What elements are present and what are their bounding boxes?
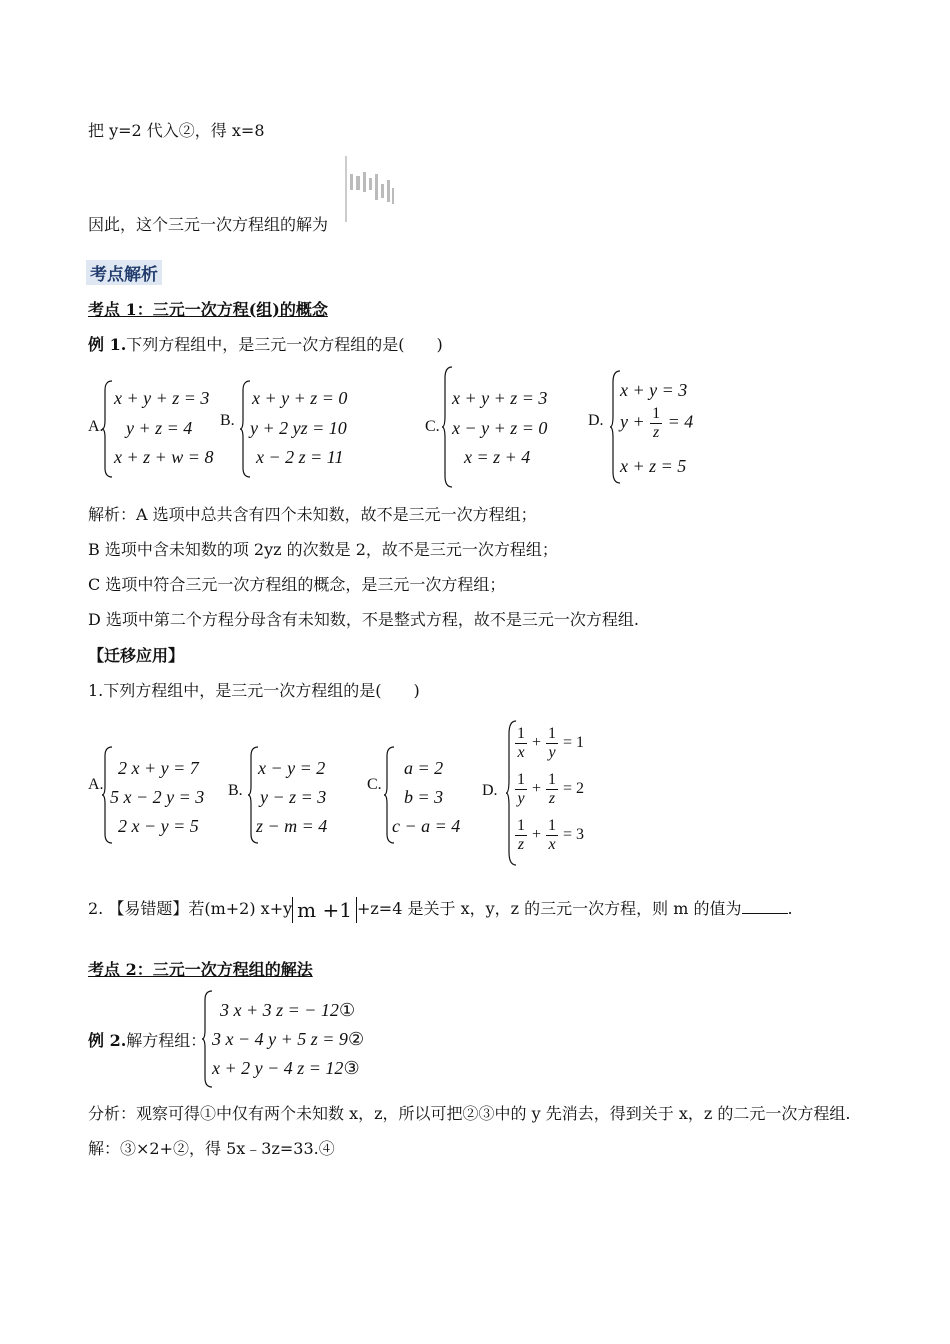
- equation: [220, 1000, 355, 1021]
- kp2-title: 考点 2：三元一次方程组的解法: [88, 960, 313, 979]
- answer-blank[interactable]: [742, 899, 788, 914]
- fraction: [546, 818, 558, 853]
- fraction: [546, 772, 558, 807]
- example2-label: 例 2.: [88, 1031, 127, 1050]
- equation: x − 2 z = 11: [256, 447, 344, 467]
- fraction-denominator: y: [548, 744, 556, 761]
- fraction: [650, 406, 662, 441]
- t1-option-a-label: A.: [88, 776, 104, 793]
- t1-option-b-label: B.: [228, 782, 243, 799]
- equation-rhs: = 2: [563, 780, 585, 798]
- transfer-question-1: 1.下列方程组中，是三元一次方程组的是( ): [88, 681, 420, 700]
- fraction-numerator: 1: [517, 817, 525, 834]
- q2-prefix: 2. 【易错题】若(m+2) x+y: [88, 899, 293, 918]
- fraction: [515, 726, 527, 761]
- fraction-numerator: 1: [548, 725, 557, 742]
- fraction-numerator: 1: [548, 817, 557, 834]
- equation-part: y +: [620, 411, 645, 432]
- analysis-line: 解析：A 选项中总共含有四个未知数，故不是三元一次方程组；: [88, 505, 537, 524]
- ex1-option-d-system: [610, 370, 694, 488]
- fraction-numerator: 1: [652, 405, 661, 422]
- fraction-denominator: z: [548, 790, 556, 807]
- text-line-solution-intro: 因此，这个三元一次方程组的解为: [88, 215, 329, 234]
- plus-sign: +: [532, 826, 542, 844]
- ex1-option-c-label: C.: [425, 418, 440, 435]
- equation-with-fractions: [514, 772, 584, 807]
- ex1-option-c-system: [442, 366, 548, 492]
- equation: [212, 1058, 360, 1079]
- equation: 2 x + y = 7: [118, 758, 199, 778]
- transfer-question-2: [88, 896, 793, 923]
- equation-mark: ①: [338, 1000, 356, 1020]
- fraction: [515, 818, 527, 853]
- equation: b = 3: [404, 787, 444, 807]
- ex1-option-b-label: B.: [220, 412, 235, 429]
- equation-with-fractions: [514, 726, 584, 761]
- equation: x + y = 3: [620, 380, 688, 400]
- brace-icon: [102, 380, 114, 478]
- t1-option-d-system: [506, 720, 585, 870]
- example2: [88, 1028, 206, 1051]
- fraction-denominator: x: [517, 744, 525, 761]
- equation: x = z + 4: [464, 447, 531, 467]
- equation-body: 3 x − 4 y + 5 z = 9: [212, 1029, 348, 1049]
- analysis-line: C 选项中符合三元一次方程组的概念，是三元一次方程组；: [88, 575, 506, 594]
- fraction-numerator: 1: [517, 725, 525, 742]
- section-title: 考点解析: [86, 260, 162, 285]
- equation: x + y + z = 3: [452, 388, 548, 408]
- kp2-solution: 解：③×2+②，得 5x﹣3z=33.④: [88, 1139, 335, 1158]
- equation-with-fraction: [620, 406, 693, 441]
- plus-sign: +: [532, 734, 542, 752]
- fraction: [515, 772, 527, 807]
- t1-option-c-system: [384, 746, 461, 848]
- equation-rhs: = 3: [563, 826, 585, 844]
- ex1-option-a-label: A.: [88, 418, 104, 435]
- t1-option-b-system: [248, 746, 328, 848]
- fraction-denominator: z: [653, 424, 660, 441]
- analysis-line: D 选项中第二个方程分母含有未知数，不是整式方程，故不是三元一次方程组.: [88, 610, 640, 629]
- equation: x − y = 2: [258, 758, 326, 778]
- equation: a = 2: [404, 758, 444, 778]
- t1-option-a-system: [102, 746, 205, 848]
- ex1-option-a-system: [102, 380, 214, 482]
- abs-value-m-plus-1: m +1: [292, 897, 357, 923]
- ex1-option-d-label: D.: [588, 412, 604, 429]
- example1-label: 例 1.: [88, 335, 127, 354]
- equation-rhs: = 1: [563, 734, 585, 752]
- equation-body: x + 2 y − 4 z = 12: [212, 1058, 344, 1078]
- equation-with-fractions: [514, 818, 584, 853]
- t1-option-d-label: D.: [482, 782, 498, 799]
- transfer-title: 【迁移应用】: [88, 646, 185, 665]
- kp1-title: 考点 1：三元一次方程(组)的概念: [88, 300, 328, 319]
- equation: x + z + w = 8: [114, 447, 214, 467]
- kp2-analysis: 分析：观察可得①中仅有两个未知数 x，z，所以可把②③中的 y 先消去，得到关于 x，z 的二元一次方程组.: [88, 1104, 851, 1123]
- equation: y + z = 4: [126, 418, 193, 438]
- equation-mark: ②: [347, 1029, 365, 1049]
- equation: [212, 1029, 364, 1050]
- fraction-numerator: 1: [517, 771, 525, 788]
- equation: z − m = 4: [256, 816, 328, 836]
- equation-mark: ③: [343, 1058, 360, 1078]
- equation: x + y + z = 3: [114, 388, 210, 408]
- q2-end: .: [787, 899, 793, 918]
- equation-part: = 4: [667, 411, 694, 432]
- equation: x − y + z = 0: [452, 418, 548, 438]
- fraction-denominator: y: [517, 790, 525, 807]
- equation: y + 2 yz = 10: [250, 418, 347, 438]
- analysis-line: B 选项中含未知数的项 2yz 的次数是 2，故不是三元一次方程组；: [88, 540, 558, 559]
- q2-text: +z=4 是关于 x，y，z 的三元一次方程，则 m 的值为: [356, 899, 742, 918]
- example1-text: 下列方程组中，是三元一次方程组的是( ): [126, 335, 443, 354]
- fraction-denominator: z: [517, 836, 525, 853]
- fraction-denominator: x: [548, 836, 556, 853]
- t1-option-c-label: C.: [367, 776, 382, 793]
- equation: x + z = 5: [620, 456, 687, 476]
- ex2-system: [202, 990, 365, 1092]
- example1: [88, 332, 443, 355]
- example2-text: 解方程组：: [126, 1031, 207, 1050]
- ex1-option-b-system: [240, 380, 348, 482]
- fraction-numerator: 1: [548, 771, 557, 788]
- plus-sign: +: [532, 780, 542, 798]
- equation: 5 x − 2 y = 3: [110, 787, 205, 807]
- equation-body: 3 x + 3 z = − 12: [220, 1000, 339, 1020]
- equation: c − a = 4: [392, 816, 461, 836]
- solution-image: [344, 154, 396, 224]
- equation: y − z = 3: [260, 787, 327, 807]
- equation: x + y + z = 0: [252, 388, 348, 408]
- text-line-substitute: 把 y=2 代入②，得 x=8: [88, 121, 265, 140]
- equation: 2 x − y = 5: [118, 816, 199, 836]
- fraction: [546, 726, 558, 761]
